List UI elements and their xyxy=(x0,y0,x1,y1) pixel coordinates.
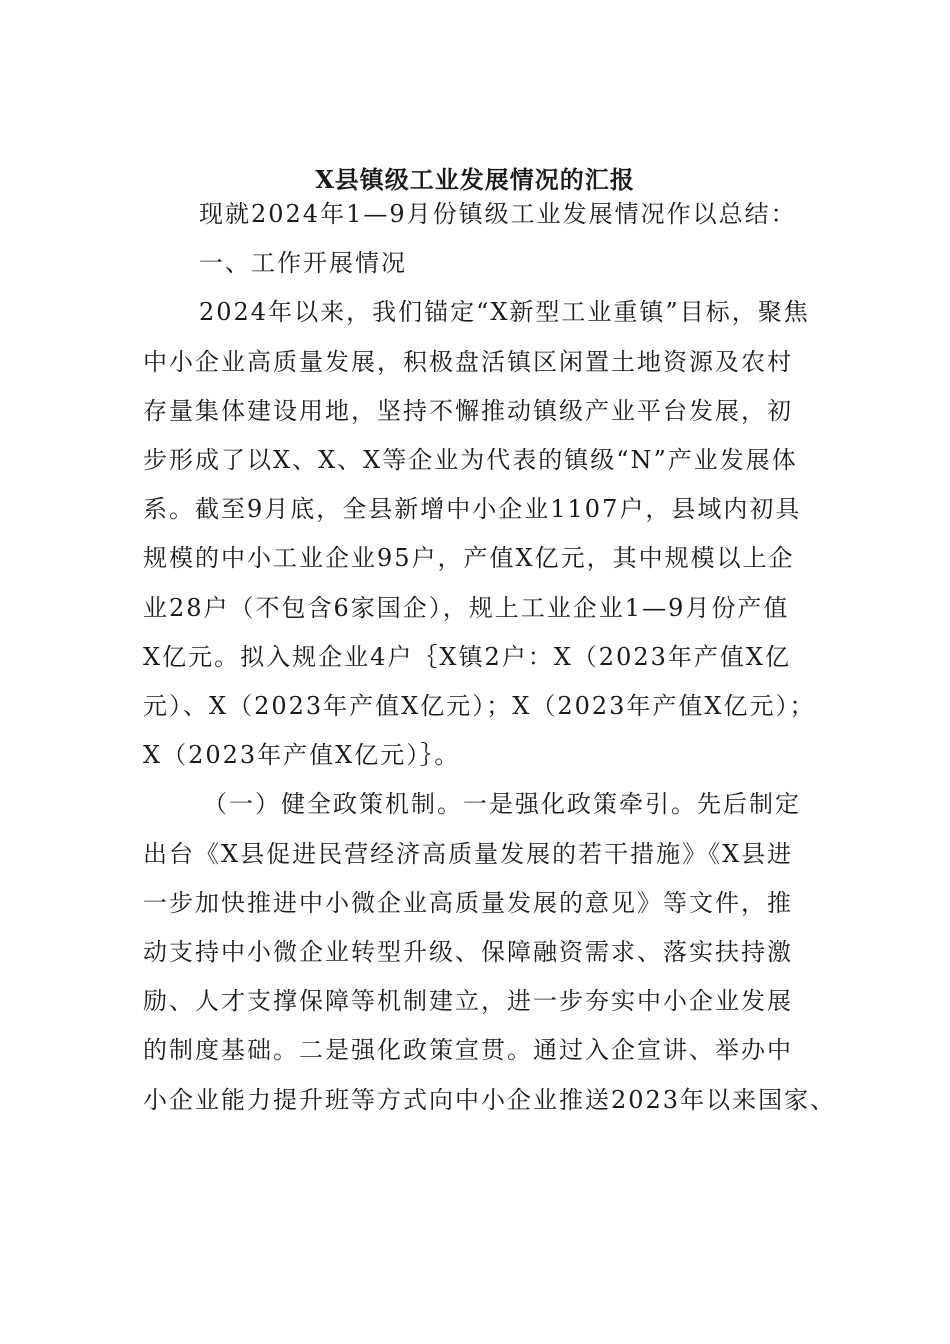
paragraph-2-line-5: 励、人才支撑保障等机制建立，进一步夯实中小企业发展 xyxy=(143,987,793,1016)
section-heading: 一、工作开展情况 xyxy=(199,249,407,278)
paragraph-1-line-1: 2024年以来，我们锚定“X新型工业重镇”目标，聚焦 xyxy=(199,298,810,327)
paragraph-2-line-3: 一步加快推进中小微企业高质量发展的意见》等文件，推 xyxy=(143,888,793,917)
paragraph-1-line-10: X（2023年产值X亿元）｝。 xyxy=(143,741,461,770)
paragraph-1-line-7: 业28户（不包含6家国企），规上工业企业1—9月份产值 xyxy=(143,593,790,622)
paragraph-1-line-4: 步形成了以X、X、X等企业为代表的镇级“N”产业发展体 xyxy=(143,446,798,475)
paragraph-2-line-6: 的制度基础。二是强化政策宣贯。通过入企宣讲、举办中 xyxy=(143,1036,793,1065)
paragraph-2-line-7: 小企业能力提升班等方式向中小企业推送2023年以来国家、 xyxy=(143,1085,837,1114)
paragraph-1-line-2: 中小企业高质量发展，积极盘活镇区闲置土地资源及农村 xyxy=(143,347,793,376)
paragraph-1-line-9: 元）、X（2023年产值X亿元）；X（2023年产值X亿元）； xyxy=(143,692,816,721)
paragraph-1-line-3: 存量集体建设用地，坚持不懈推动镇级产业平台发展，初 xyxy=(143,396,793,425)
paragraph-2-line-4: 动支持中小微企业转型升级、保障融资需求、落实扶持激 xyxy=(143,938,793,967)
paragraph-1-line-6: 规模的中小工业企业95户，产值X亿元，其中规模以上企 xyxy=(143,544,795,573)
document-title: X县镇级工业发展情况的汇报 xyxy=(315,165,635,194)
paragraph-1-line-5: 系。截至9月底，全县新增中小企业1107户，县域内初具 xyxy=(143,495,802,524)
intro-line: 现就2024年1—9月份镇级工业发展情况作以总结： xyxy=(199,200,797,228)
document-body xyxy=(143,190,837,1125)
paragraph-2-line-2: 出台《X县促进民营经济高质量发展的若干措施》《X县进 xyxy=(143,839,794,868)
paragraph-2-line-1: （一）健全政策机制。一是强化政策牵引。先后制定 xyxy=(203,790,801,819)
paragraph-1-line-8: X亿元。拟入规企业4户｛X镇2户：X（2023年产值X亿 xyxy=(143,642,791,671)
